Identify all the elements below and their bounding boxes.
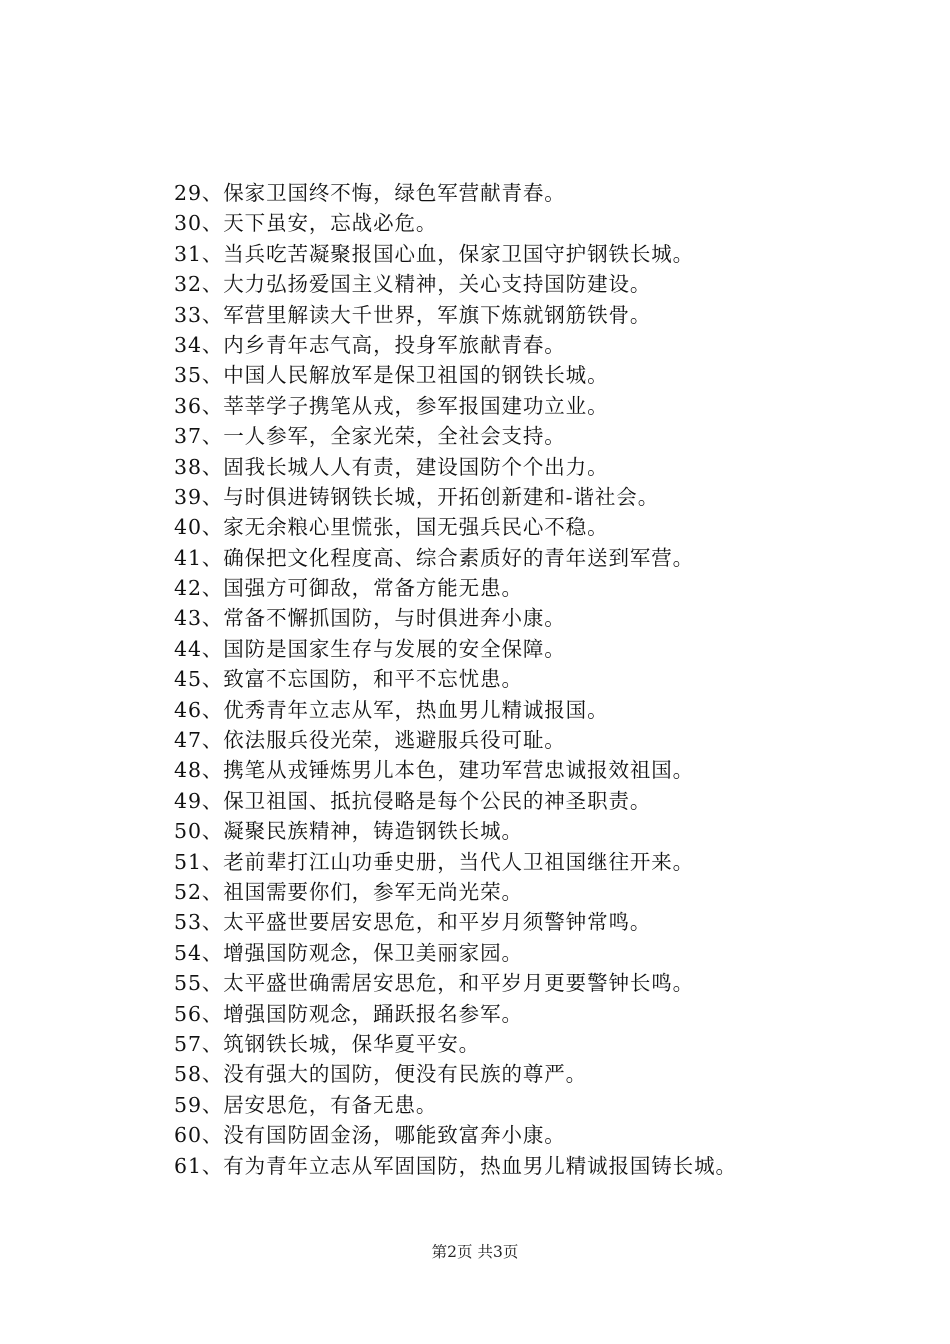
slogan-item: 59、居安思危，有备无患。 (174, 1092, 438, 1117)
slogan-item: 36、莘莘学子携笔从戎，参军报国建功立业。 (174, 393, 609, 418)
slogan-item: 58、没有强大的国防，便没有民族的尊严。 (174, 1062, 588, 1087)
slogan-item: 47、依法服兵役光荣，逃避服兵役可耻。 (174, 728, 566, 753)
page-footer (0, 1240, 950, 1262)
slogan-item: 35、中国人民解放军是保卫祖国的钢铁长城。 (174, 363, 609, 388)
slogan-item: 53、太平盛世要居安思危，和平岁月须警钟常鸣。 (174, 910, 652, 935)
slogan-item: 39、与时俱进铸钢铁长城，开拓创新建和-谐社会。 (174, 484, 660, 509)
slogan-item: 52、祖国需要你们，参军无尚光荣。 (174, 879, 523, 904)
slogan-item: 51、老前辈打江山功垂史册，当代人卫祖国继往开来。 (174, 849, 695, 874)
slogan-item: 40、家无余粮心里慌张，国无强兵民心不稳。 (174, 515, 609, 540)
slogan-item: 32、大力弘扬爱国主义精神，关心支持国防建设。 (174, 272, 652, 297)
slogan-item: 43、常备不懈抓国防，与时俱进奔小康。 (174, 606, 566, 631)
slogan-item: 49、保卫祖国、抵抗侵略是每个公民的神圣职责。 (174, 788, 652, 813)
slogan-item: 60、没有国防固金汤，哪能致富奔小康。 (174, 1123, 566, 1148)
slogan-item: 34、内乡青年志气高，投身军旅献青春。 (174, 332, 566, 357)
slogan-item: 55、太平盛世确需居安思危，和平岁月更要警钟长鸣。 (174, 971, 695, 996)
slogan-item: 45、致富不忘国防，和平不忘忧患。 (174, 667, 523, 692)
slogan-item: 33、军营里解读大千世界，军旗下炼就钢筋铁骨。 (174, 302, 652, 327)
slogan-item: 44、国防是国家生存与发展的安全保障。 (174, 636, 566, 661)
slogan-item: 29、保家卫国终不悔，绿色军营献青春。 (174, 181, 566, 205)
slogan-item: 31、当兵吃苦凝聚报国心血，保家卫国守护钢铁长城。 (174, 241, 695, 266)
slogan-item: 50、凝聚民族精神，铸造钢铁长城。 (174, 819, 523, 844)
slogan-item: 42、国强方可御敌，常备方能无患。 (174, 576, 523, 601)
page-number: 第2页 共3页 (431, 1243, 519, 1261)
slogan-item: 41、确保把文化程度高、综合素质好的青年送到军营。 (174, 545, 695, 570)
slogan-list (174, 178, 737, 1181)
slogan-item: 61、有为青年立志从军固国防，热血男儿精诚报国铸长城。 (174, 1153, 737, 1178)
slogan-item: 56、增强国防观念，踊跃报名参军。 (174, 1001, 523, 1026)
slogan-item: 54、增强国防观念，保卫美丽家园。 (174, 940, 523, 965)
slogan-item: 46、优秀青年立志从军，热血男儿精诚报国。 (174, 697, 609, 722)
slogan-item: 38、固我长城人人有责，建设国防个个出力。 (174, 454, 609, 479)
slogan-item: 37、一人参军，全家光荣，全社会支持。 (174, 424, 566, 449)
slogan-item: 30、天下虽安，忘战必危。 (174, 211, 438, 236)
slogan-item: 48、携笔从戎锤炼男儿本色，建功军营忠诚报效祖国。 (174, 758, 695, 783)
slogan-item: 57、筑钢铁长城，保华夏平安。 (174, 1031, 481, 1056)
